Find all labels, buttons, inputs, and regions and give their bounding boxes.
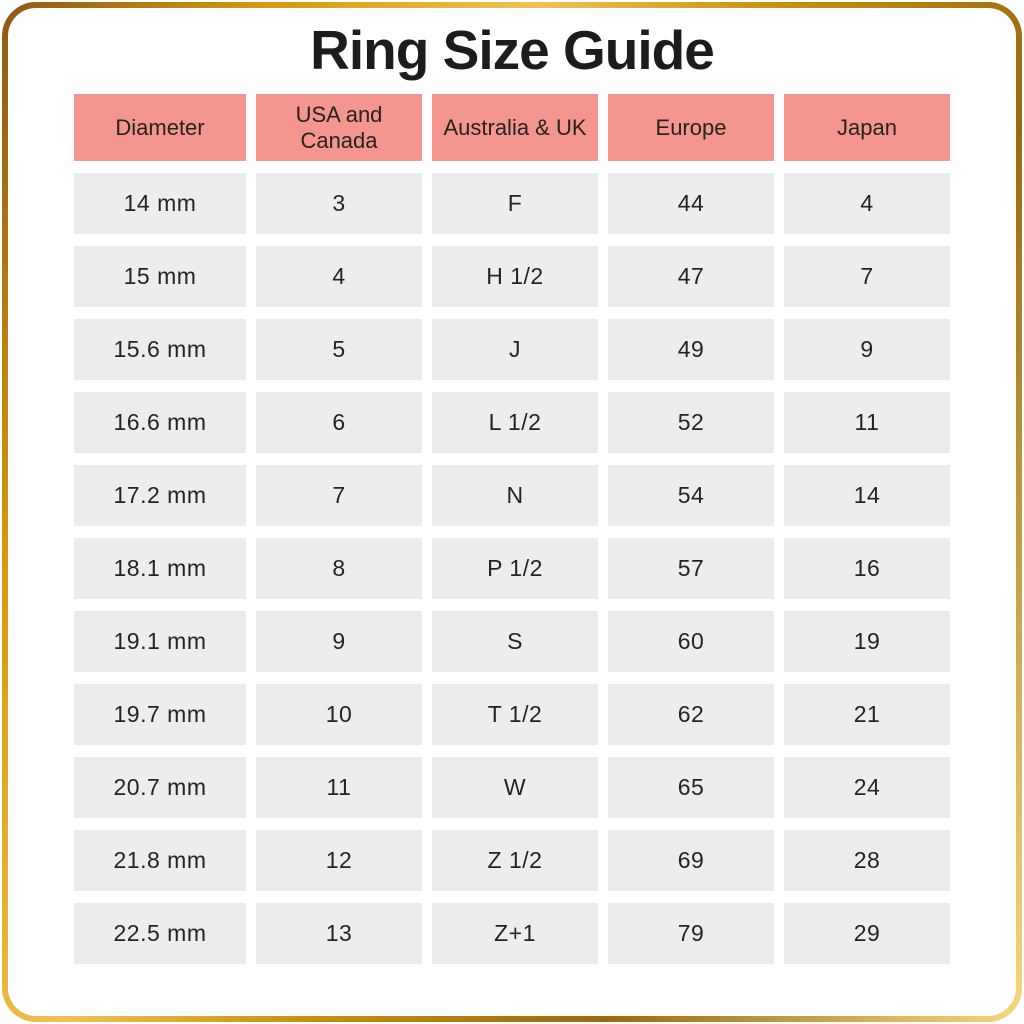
table-cell: 19.1 mm <box>74 611 246 672</box>
header-cell-europe <box>608 94 774 161</box>
header-cell-usa-canada <box>256 94 422 161</box>
table-cell: 60 <box>608 611 774 672</box>
table-cell: 8 <box>256 538 422 599</box>
table-cell: 15.6 mm <box>74 319 246 380</box>
header-cell-diameter <box>74 94 246 161</box>
header-label: Australia & UK <box>443 114 587 140</box>
table-cell: Z+1 <box>432 903 598 964</box>
table-cell: T 1/2 <box>432 684 598 745</box>
table-cell: N <box>432 465 598 526</box>
table-cell: 13 <box>256 903 422 964</box>
table-cell: 14 <box>784 465 950 526</box>
table-cell: 28 <box>784 830 950 891</box>
table-cell: 44 <box>608 173 774 234</box>
table-cell: 6 <box>256 392 422 453</box>
table-cell: P 1/2 <box>432 538 598 599</box>
header-cell-japan <box>784 94 950 161</box>
header-cell-australia-uk <box>432 94 598 161</box>
table-cell: H 1/2 <box>432 246 598 307</box>
header-label: Diameter <box>115 114 205 140</box>
table-cell: Z 1/2 <box>432 830 598 891</box>
table-cell: 14 mm <box>74 173 246 234</box>
table-cell: 47 <box>608 246 774 307</box>
table-cell: 7 <box>256 465 422 526</box>
table-cell: 52 <box>608 392 774 453</box>
table-cell: 54 <box>608 465 774 526</box>
table-cell: 4 <box>784 173 950 234</box>
table-cell: 3 <box>256 173 422 234</box>
table-cell: 15 mm <box>74 246 246 307</box>
table-cell: F <box>432 173 598 234</box>
header-label: Japan <box>837 114 897 140</box>
gold-border-frame <box>2 2 1022 1022</box>
table-cell: 7 <box>784 246 950 307</box>
table-cell: 16.6 mm <box>74 392 246 453</box>
table-cell: 21 <box>784 684 950 745</box>
content-panel <box>8 8 1016 1016</box>
table-cell: 79 <box>608 903 774 964</box>
header-label: Europe <box>655 114 727 140</box>
table-cell: J <box>432 319 598 380</box>
table-cell: S <box>432 611 598 672</box>
table-cell: 62 <box>608 684 774 745</box>
table-cell: 19 <box>784 611 950 672</box>
table-cell: 21.8 mm <box>74 830 246 891</box>
table-cell: 22.5 mm <box>74 903 246 964</box>
table-cell: 4 <box>256 246 422 307</box>
table-cell: 5 <box>256 319 422 380</box>
table-cell: L 1/2 <box>432 392 598 453</box>
table-cell: 69 <box>608 830 774 891</box>
table-cell: 16 <box>784 538 950 599</box>
table-cell: 10 <box>256 684 422 745</box>
table-cell: 49 <box>608 319 774 380</box>
ring-size-table <box>74 94 950 964</box>
table-cell: 18.1 mm <box>74 538 246 599</box>
table-cell: 29 <box>784 903 950 964</box>
page-title: Ring Size Guide <box>310 19 714 81</box>
table-cell: 57 <box>608 538 774 599</box>
table-cell: W <box>432 757 598 818</box>
table-cell: 12 <box>256 830 422 891</box>
table-cell: 9 <box>784 319 950 380</box>
table-cell: 11 <box>784 392 950 453</box>
table-cell: 19.7 mm <box>74 684 246 745</box>
table-cell: 65 <box>608 757 774 818</box>
table-cell: 24 <box>784 757 950 818</box>
table-cell: 9 <box>256 611 422 672</box>
table-cell: 20.7 mm <box>74 757 246 818</box>
header-label: USA and Canada <box>295 101 383 153</box>
table-cell: 11 <box>256 757 422 818</box>
table-cell: 17.2 mm <box>74 465 246 526</box>
